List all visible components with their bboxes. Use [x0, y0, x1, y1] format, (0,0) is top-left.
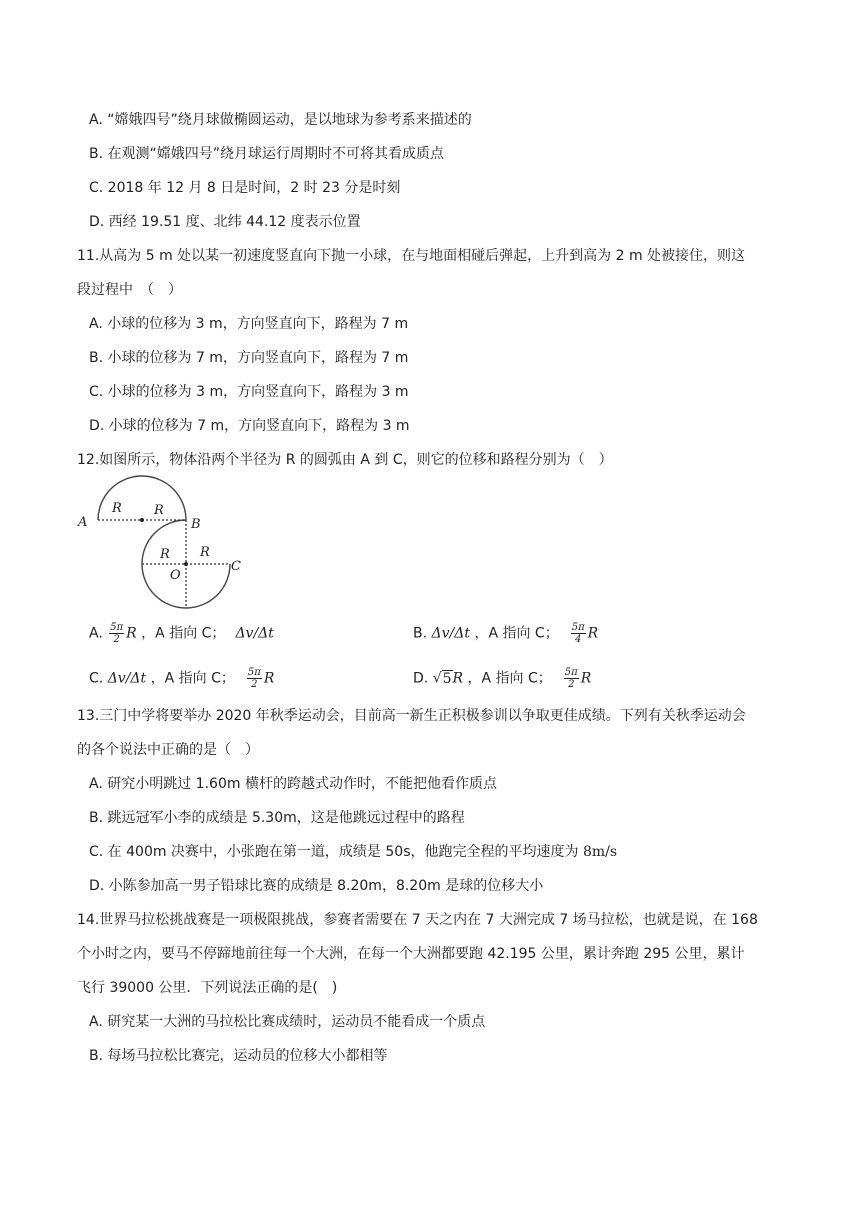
q11-option-b: B. 小球的位移为 7 m，方向竖直向下，路程为 7 m	[89, 350, 409, 366]
q14-stem-line-1: 14.世界马拉松挑战赛是一项极限挑战，参赛者需要在 7 天之内在 7 大洲完成 7 场马拉松，也就是说，在 168	[77, 912, 758, 928]
lower-center-dot	[184, 562, 188, 566]
q13-stem-line-2: 的各个说法中正确的是（ ）	[77, 742, 259, 758]
q12-option-b-fraction: $\frac{5\pi}{4}$	[571, 622, 585, 645]
q12-option-b	[413, 622, 598, 645]
q12-option-d-sqrt: √5	[432, 670, 452, 687]
q12-option-b-r: R	[587, 625, 599, 642]
q13-stem-line-1: 13.三门中学将要举办 2020 年秋季运动会，目前高一新生正积极参训以争取更佳成绩。下列有关秋季运动会	[77, 708, 746, 724]
q12-option-d-r2: R	[580, 670, 592, 687]
label-b: B	[191, 517, 201, 532]
q11-option-a: A. 小球的位移为 3 m，方向竖直向下，路程为 7 m	[89, 316, 409, 332]
q12-option-c-direction: ，A 指向 C；	[150, 670, 235, 687]
q14-stem-line-2: 个小时之内，要马不停蹄地前往每一个大洲，在每一个大洲都要跑 42.195 公里，累计奔跑 295 公里，累计	[77, 946, 745, 962]
q12-option-d-prefix: D.	[413, 670, 433, 687]
q12-option-d-fraction: $\frac{5\pi}{2}$	[564, 667, 578, 690]
q12-option-b-expression: Δv/Δt	[431, 625, 470, 642]
q13-option-a: A. 研究小明跳过 1.60m 横杆的跨越式动作时，不能把他看作质点	[89, 776, 497, 792]
q13-option-c-text: C. 在 400m 决赛中，小张跑在第一道，成绩是 50s，他跑完全程的平均速度为	[89, 844, 579, 860]
q12-option-d-direction: ，A 指向 C；	[467, 670, 552, 687]
q14-stem-line-3: 飞行 39000 公里．下列说法正确的是( )	[77, 980, 338, 996]
q13-option-b: B. 跳远冠军小李的成绩是 5.30m，这是他跳远过程中的路程	[89, 810, 465, 826]
q14-option-a: A. 研究某一大洲的马拉松比赛成绩时，运动员不能看成一个质点	[89, 1014, 486, 1030]
label-c: C	[231, 559, 241, 574]
q12-option-c-expression: Δv/Δt	[107, 670, 147, 687]
q12-option-a-r: R	[126, 625, 137, 642]
q12-option-a-expression: Δv/Δt	[235, 625, 274, 642]
q12-option-d-r: R	[452, 670, 464, 687]
upper-center-dot	[140, 518, 144, 522]
q13-option-c-speed: 8m/s	[582, 844, 618, 860]
label-o: O	[170, 568, 181, 583]
q12-option-c-r: R	[263, 670, 275, 687]
q10-option-c: C. 2018 年 12 月 8 日是时间，2 时 23 分是时刻	[89, 180, 401, 196]
q12-option-b-direction: ，A 指向 C；	[474, 625, 559, 642]
q11-stem-line-1: 11.从高为 5 m 处以某一初速度竖直向下抛一小球，在与地面相碰后弹起，上升到高为 2 m 处被接住，则这	[77, 248, 746, 264]
q10-option-b: B. 在观测“嫦娥四号”绕月球运行周期时不可将其看成质点	[89, 146, 445, 162]
q12-option-a	[89, 622, 274, 645]
q12-stem: 12.如图所示，物体沿两个半径为 R 的圆弧由 A 到 C，则它的位移和路程分别为（ ）	[77, 452, 613, 468]
q12-option-d	[413, 667, 591, 690]
label-r-upper-right: R	[154, 503, 164, 518]
q10-option-d: D. 西经 19.51 度、北纬 44.12 度表示位置	[89, 214, 361, 230]
q13-option-c	[89, 842, 617, 862]
q12-option-c-fraction: $\frac{5\pi}{2}$	[247, 667, 261, 690]
label-r-lower-right: R	[200, 545, 210, 560]
q12-option-a-prefix: A.	[89, 625, 108, 642]
q11-stem-line-2: 段过程中 （ ）	[77, 282, 182, 298]
q12-option-b-prefix: B.	[413, 625, 432, 642]
q12-option-c	[89, 667, 274, 690]
q11-option-d: D. 小球的位移为 7 m，方向竖直向下，路程为 3 m	[89, 418, 410, 434]
q11-option-c: C. 小球的位移为 3 m，方向竖直向下，路程为 3 m	[89, 384, 409, 400]
label-r-lower-left: R	[160, 547, 170, 562]
label-a: A	[78, 515, 88, 530]
q13-option-d: D. 小陈参加高一男子铅球比赛的成绩是 8.20m，8.20m 是球的位移大小	[89, 878, 544, 894]
label-r-upper-left: R	[112, 501, 122, 516]
q12-arc-diagram	[74, 472, 244, 612]
q14-option-b: B. 每场马拉松比赛完，运动员的位移大小都相等	[89, 1048, 388, 1064]
q12-option-c-prefix: C.	[89, 670, 108, 687]
q12-option-a-fraction: $\frac{5\pi}{2}$	[110, 622, 124, 645]
q10-option-a: A. “嫦娥四号”绕月球做椭圆运动，是以地球为参考系来描述的	[89, 112, 472, 128]
q12-option-a-direction: ，A 指向 C；	[141, 625, 226, 642]
